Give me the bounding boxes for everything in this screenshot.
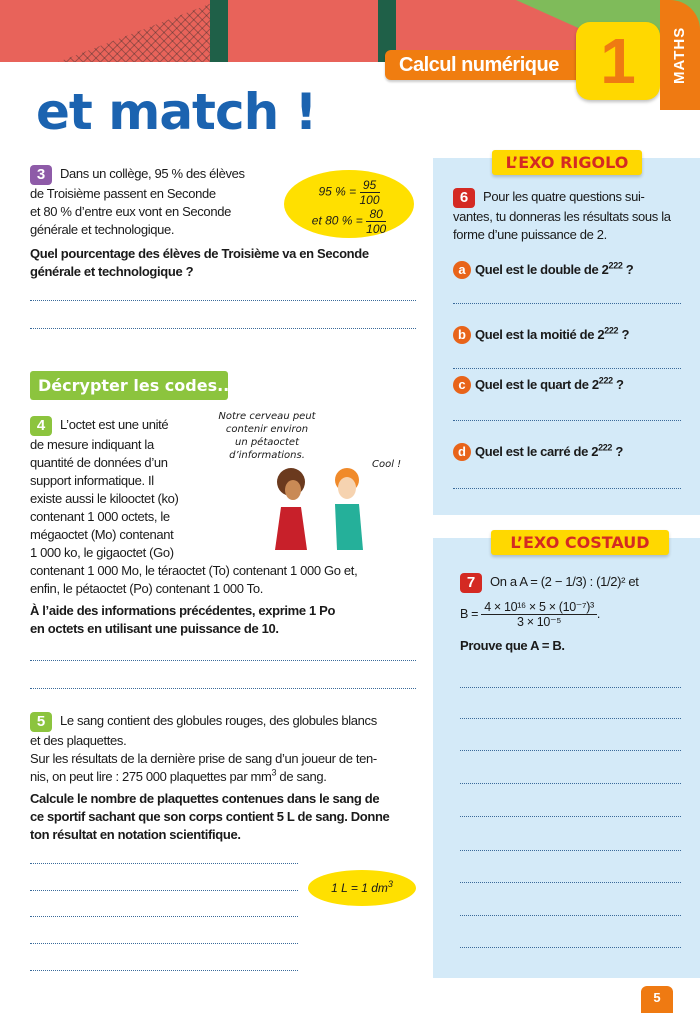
question-a: a Quel est le double de $2^{222}$ ? <box>453 261 633 279</box>
exercise-4-text: 4 L’octet est une unité de mesure indiquant la quantité de données d’un support informatique. Il existe aussi le kilooctet (ko) contenant 1 000 octets, le mégaoctet (Mo) contenant 1 000 ko, le gigaoctet (Go) contenant 1 000 Mo, le téraoctet (To) contenant 1 000 Go et, enfin, le pétaoctet (Po) contenant 1 000 To. À l’aide des informations précédentes, exprime 1 Po en octets en utilisant une puissance de 10. <box>30 417 358 636</box>
answer-line[interactable] <box>460 750 681 751</box>
answer-line[interactable] <box>30 943 298 944</box>
question-c: c Quel est le quart de $2^{222}$ ? <box>453 376 624 394</box>
answer-line[interactable] <box>460 947 681 948</box>
answer-line[interactable] <box>460 783 681 784</box>
answer-line[interactable] <box>30 863 298 864</box>
answer-line[interactable] <box>460 882 681 883</box>
answer-line[interactable] <box>30 916 298 917</box>
hint-bubble: 95 % = $\frac{95}{100}$ et 80 % = $\frac{80}{100}$ <box>284 170 414 238</box>
exercise-number: 4 <box>30 416 52 436</box>
answer-line[interactable] <box>30 300 416 301</box>
tennis-net <box>40 0 220 62</box>
answer-line[interactable] <box>453 303 681 304</box>
exercise-number: 7 <box>460 573 482 593</box>
exercise-3-question: Quel pourcentage des élèves de Troisième va en Seconde générale et technologique ? <box>30 246 369 279</box>
question-b: b Quel est la moitié de $2^{222}$ ? <box>453 326 629 344</box>
exercise-number: 6 <box>453 188 475 208</box>
exercise-number: 3 <box>30 165 52 185</box>
cartoon-speech-2: Cool ! <box>372 459 402 470</box>
hint-bubble: 1 L = 1 $dm^3$ <box>308 870 416 906</box>
exercise-7-text: 7 On a A = (2 − 1/3) : (1/2)² et B = $\frac{\text{4 × 10¹⁶ × 5 × (10⁻⁷)³}}{\text{3 × 10⁻⁵}}$ . Prouve que A = B. <box>460 574 639 653</box>
answer-line[interactable] <box>30 660 416 661</box>
exercise-6-text: 6 Pour les quatre questions sui- vantes, tu donneras les résultats sous la forme d’une puissance de 2. <box>453 189 671 242</box>
answer-line[interactable] <box>460 816 681 817</box>
answer-line[interactable] <box>453 488 681 489</box>
exercise-5-text: 5 Le sang contient des globules rouges, des globules blancs et des plaquettes. Sur les résultats de la dernière prise de sang d’un joueur de ten- nis, on peut lire : 275 000 plaquettes par $mm^3$ de sang. Calcule le nombre de plaquettes contenues dans le sang de ce sportif sachant que son corps contient 5 L de sang. Donne ton résultat en notation scientifique. <box>30 713 390 842</box>
answer-line[interactable] <box>460 718 681 719</box>
answer-line[interactable] <box>30 328 416 329</box>
chapter-number: 1 <box>576 22 660 100</box>
answer-line[interactable] <box>30 890 298 891</box>
page-title: et match ! <box>36 83 317 141</box>
answer-line[interactable] <box>453 420 681 421</box>
net-post <box>210 0 228 62</box>
exo-costaud-title: L’EXO COSTAUD <box>491 530 669 555</box>
cartoon-speech-1: Notre cerveau peut contenir environ un pétaoctet d’informations. <box>218 411 316 461</box>
answer-line[interactable] <box>453 368 681 369</box>
answer-line[interactable] <box>460 687 681 688</box>
exercise-3-text: 3 Dans un collège, 95 % des élèves de Troisième passent en Seconde et 80 % d’entre eux vont en Seconde générale et technologique. <box>30 166 245 237</box>
answer-line[interactable] <box>460 850 681 851</box>
answer-line[interactable] <box>30 688 416 689</box>
cartoon-illustration <box>265 462 375 552</box>
subject-tab: MATHS <box>660 0 700 110</box>
page-number: 5 <box>641 986 673 1013</box>
question-d: d Quel est le carré de $2^{222}$ ? <box>453 443 623 461</box>
chapter-label: Calcul numérique <box>385 50 585 80</box>
exercise-number: 5 <box>30 712 52 732</box>
section-title: Décrypter les codes... <box>30 371 228 400</box>
answer-line[interactable] <box>30 970 298 971</box>
exo-rigolo-title: L’EXO RIGOLO <box>492 150 642 175</box>
answer-line[interactable] <box>460 915 681 916</box>
